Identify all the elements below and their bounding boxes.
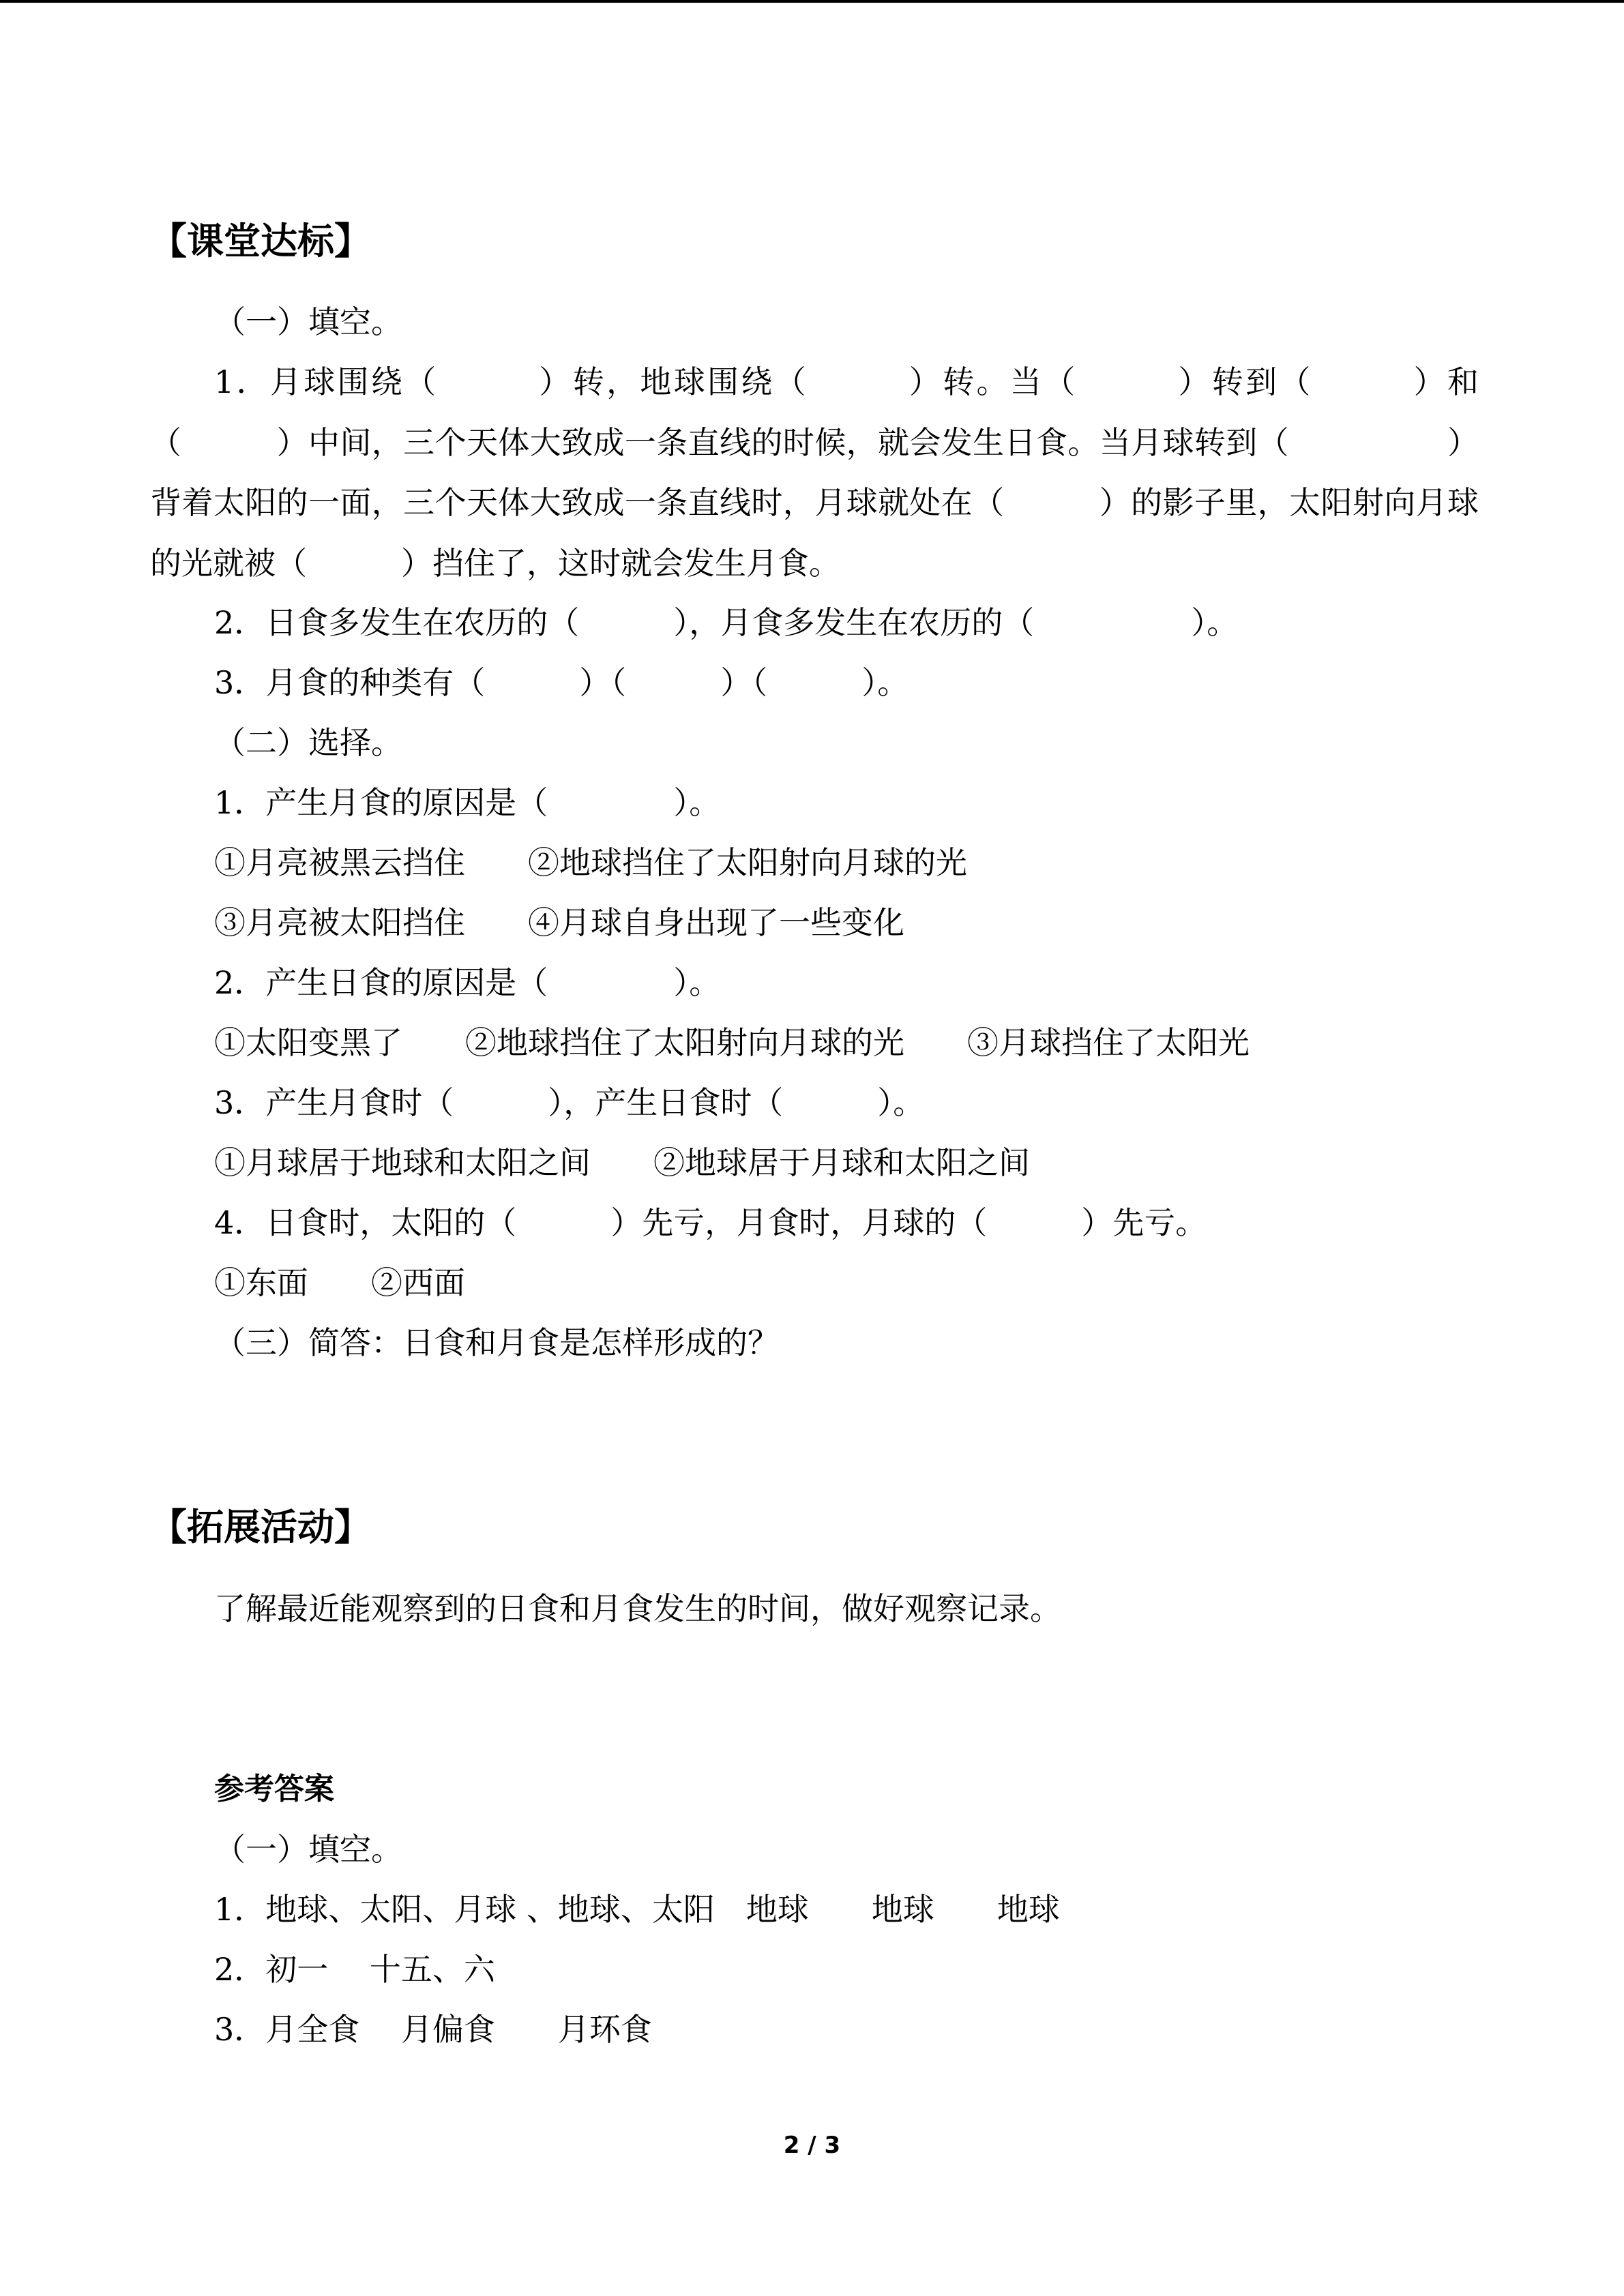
choice-question-4: 4．日食时，太阳的（ ）先亏，月食时，月球的（ ）先亏。 (214, 1204, 1207, 1241)
choice-question-1: 1．产生月食的原因是（ ）。 (214, 784, 721, 821)
fill-blank-title: （一）填空。 (214, 303, 402, 340)
section-heading-class-practice: 【课堂达标】 (150, 219, 371, 263)
answers-fill-title: （一）填空。 (214, 1831, 402, 1868)
fill-blank-question-1: 1．月球围绕（ ）转，地球围绕（ ）转。当（ ）转到（ ）和（ ）中间，三个天体大致成一条直线的时候，就会发生日食。当月球转到（ ）背着太阳的一面，三个天体大致成一条直线时，月球就处在（ ）的影子里，太阳射向月球的光就被（ ）挡住了，这时就会发生月食。 (150, 363, 1479, 582)
choice-question-1-options-b: ③月亮被太阳挡住 ④月球自身出现了一些变化 (214, 904, 904, 941)
answers-title: 参考答案 (214, 1772, 334, 1806)
fill-blank-question-2: 2．日食多发生在农历的（ ），月食多发生在农历的（ ）。 (214, 604, 1239, 641)
choice-title: （二）选择。 (214, 724, 402, 761)
choice-question-3: 3．产生月食时（ ），产生日食时（ ）。 (214, 1084, 925, 1121)
extension-text: 了解最近能观察到的日食和月食发生的时间，做好观察记录。 (214, 1590, 1061, 1627)
answer-2: 2．初一 十五、六 (214, 1951, 495, 1988)
page-number: 2 / 3 (783, 2132, 841, 2159)
section-heading-extension: 【拓展活动】 (150, 1505, 371, 1549)
page-top-border (0, 0, 1624, 3)
choice-question-1-options-a: ①月亮被黑云挡住 ②地球挡住了太阳射向月球的光 (214, 844, 967, 881)
choice-question-2: 2．产生日食的原因是（ ）。 (214, 964, 721, 1001)
fill-blank-question-3: 3．月食的种类有（ ）（ ）（ ）。 (214, 664, 909, 701)
choice-question-2-options: ①太阳变黑了 ②地球挡住了太阳射向月球的光 ③月球挡住了太阳光 (214, 1024, 1250, 1061)
answer-1: 1．地球、太阳、月球 、地球、太阳 地球 地球 地球 (214, 1891, 1060, 1928)
answer-3: 3．月全食 月偏食 月环食 (214, 2011, 652, 2048)
choice-question-3-options: ①月球居于地球和太阳之间 ②地球居于月球和太阳之间 (214, 1144, 1030, 1181)
short-answer-question: （三）简答：日食和月食是怎样形成的？ (214, 1324, 779, 1361)
choice-question-4-options: ①东面 ②西面 (214, 1264, 465, 1301)
